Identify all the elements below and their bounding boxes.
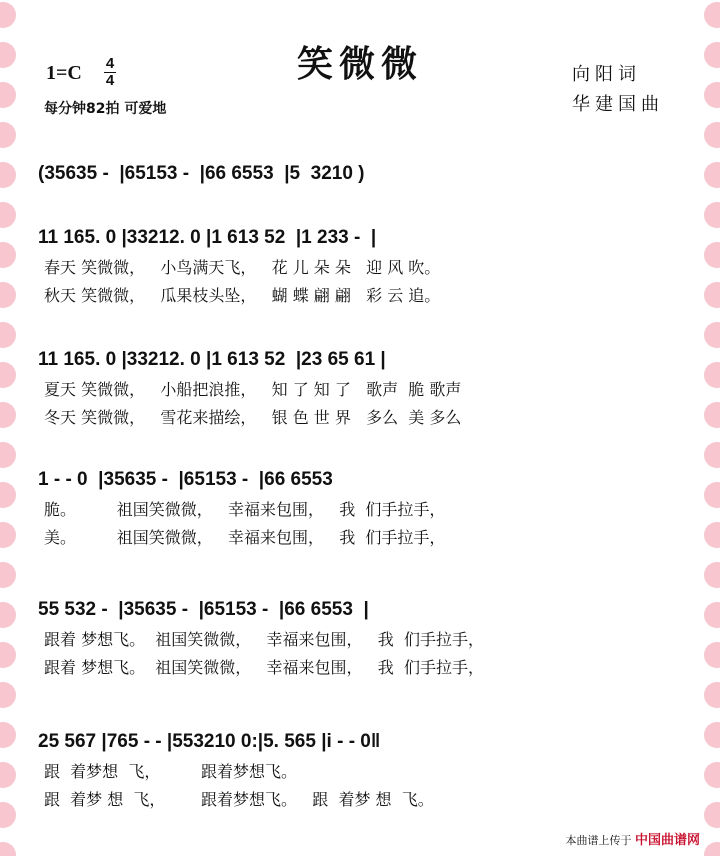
pink-dot <box>704 162 720 188</box>
pink-dot <box>0 282 16 308</box>
pink-dot <box>0 562 16 588</box>
lyric-verse-1: 春天 笑微微， 小鸟满天飞， 花 儿 朵 朵 迎 风 吹。 <box>44 258 441 277</box>
pink-dot <box>0 802 16 828</box>
tempo-marking: 每分钟82拍 可爱地 <box>44 101 167 117</box>
key-signature: 1=C <box>46 62 82 84</box>
notation-line: 1 - - 0 |35635 - |65153 - |66 6553 <box>38 469 333 490</box>
song-title: 笑微微 <box>296 43 423 85</box>
pink-dot <box>704 2 720 28</box>
notation-line: 11 165. 0 |33212. 0 |1 613 52 |23 65 61 | <box>38 349 386 370</box>
pink-dot <box>0 762 16 788</box>
pink-dot <box>0 842 16 856</box>
pink-dot <box>704 362 720 388</box>
pink-dot <box>0 442 16 468</box>
notation-line: 55 532 - |35635 - |65153 - |66 6553 | <box>38 599 369 620</box>
composer-credit: 华建国曲 <box>572 94 664 115</box>
pink-dot <box>704 442 720 468</box>
notation-line: 11 165. 0 |33212. 0 |1 613 52 |1 233 - | <box>38 227 377 248</box>
lyric-verse-2: 跟着 梦想飞。 祖国笑微微， 幸福来包围， 我 们手拉手， <box>44 658 484 677</box>
pink-dot <box>704 562 720 588</box>
pink-dot <box>704 482 720 508</box>
time-signature-bottom: 4 <box>105 72 115 89</box>
pink-dot <box>704 682 720 708</box>
pink-dot <box>704 282 720 308</box>
pink-dot <box>704 322 720 348</box>
time-signature-top: 4 <box>105 55 115 72</box>
site-logo-link[interactable]: 中国曲谱网 <box>634 833 700 848</box>
pink-dot <box>704 122 720 148</box>
lyric-verse-2: 秋天 笑微微， 瓜果枝头坠， 蝴 蝶 翩 翩 彩 云 追。 <box>44 286 441 305</box>
lyric-verse-2: 美。 祖国笑微微， 幸福来包围， 我 们手拉手， <box>44 528 446 547</box>
pink-dot <box>704 722 720 748</box>
pink-dot <box>0 362 16 388</box>
pink-dot <box>0 202 16 228</box>
pink-dot <box>0 322 16 348</box>
notation-line: (35635 - |65153 - |66 6553 |5 3210 ) <box>38 163 365 184</box>
pink-dot <box>704 522 720 548</box>
lyric-verse-1: 夏天 笑微微， 小船把浪推， 知 了 知 了 歌声 脆 歌声 <box>44 380 462 399</box>
pink-dot <box>0 722 16 748</box>
pink-dot <box>0 482 16 508</box>
upload-text: 本曲谱上传于 <box>565 834 632 847</box>
pink-dot <box>0 2 16 28</box>
pink-dot <box>704 602 720 628</box>
pink-dot <box>0 402 16 428</box>
lyric-verse-2: 冬天 笑微微， 雪花来描绘， 银 色 世 界 多么 美 多么 <box>44 408 462 427</box>
lyric-verse-1: 跟 着梦想 飞， 跟着梦想飞。 <box>44 762 298 781</box>
pink-dot <box>0 522 16 548</box>
pink-dot <box>704 402 720 428</box>
lyric-verse-1: 脆。 祖国笑微微， 幸福来包围， 我 们手拉手， <box>44 500 446 519</box>
pink-dot <box>0 682 16 708</box>
pink-dot <box>704 762 720 788</box>
pink-dot <box>0 122 16 148</box>
footer-credit <box>565 829 700 848</box>
pink-dot <box>704 802 720 828</box>
pink-dot <box>0 242 16 268</box>
lyricist-credit: 向阳词 <box>572 64 641 85</box>
pink-dot <box>704 202 720 228</box>
lyric-verse-1: 跟着 梦想飞。 祖国笑微微， 幸福来包围， 我 们手拉手， <box>44 630 484 649</box>
time-signature <box>104 56 116 89</box>
pink-dot <box>0 642 16 668</box>
pink-dot <box>0 602 16 628</box>
pink-dot <box>704 642 720 668</box>
notation-line: 25 567 |765 - - |553210 0:|5. 565 |i - - 0‖ <box>38 731 381 752</box>
pink-dot <box>704 242 720 268</box>
pink-dot <box>0 162 16 188</box>
lyric-verse-2: 跟 着梦 想 飞， 跟着梦想飞。 跟 着梦 想 飞。 <box>44 790 434 809</box>
pink-dot <box>704 842 720 856</box>
